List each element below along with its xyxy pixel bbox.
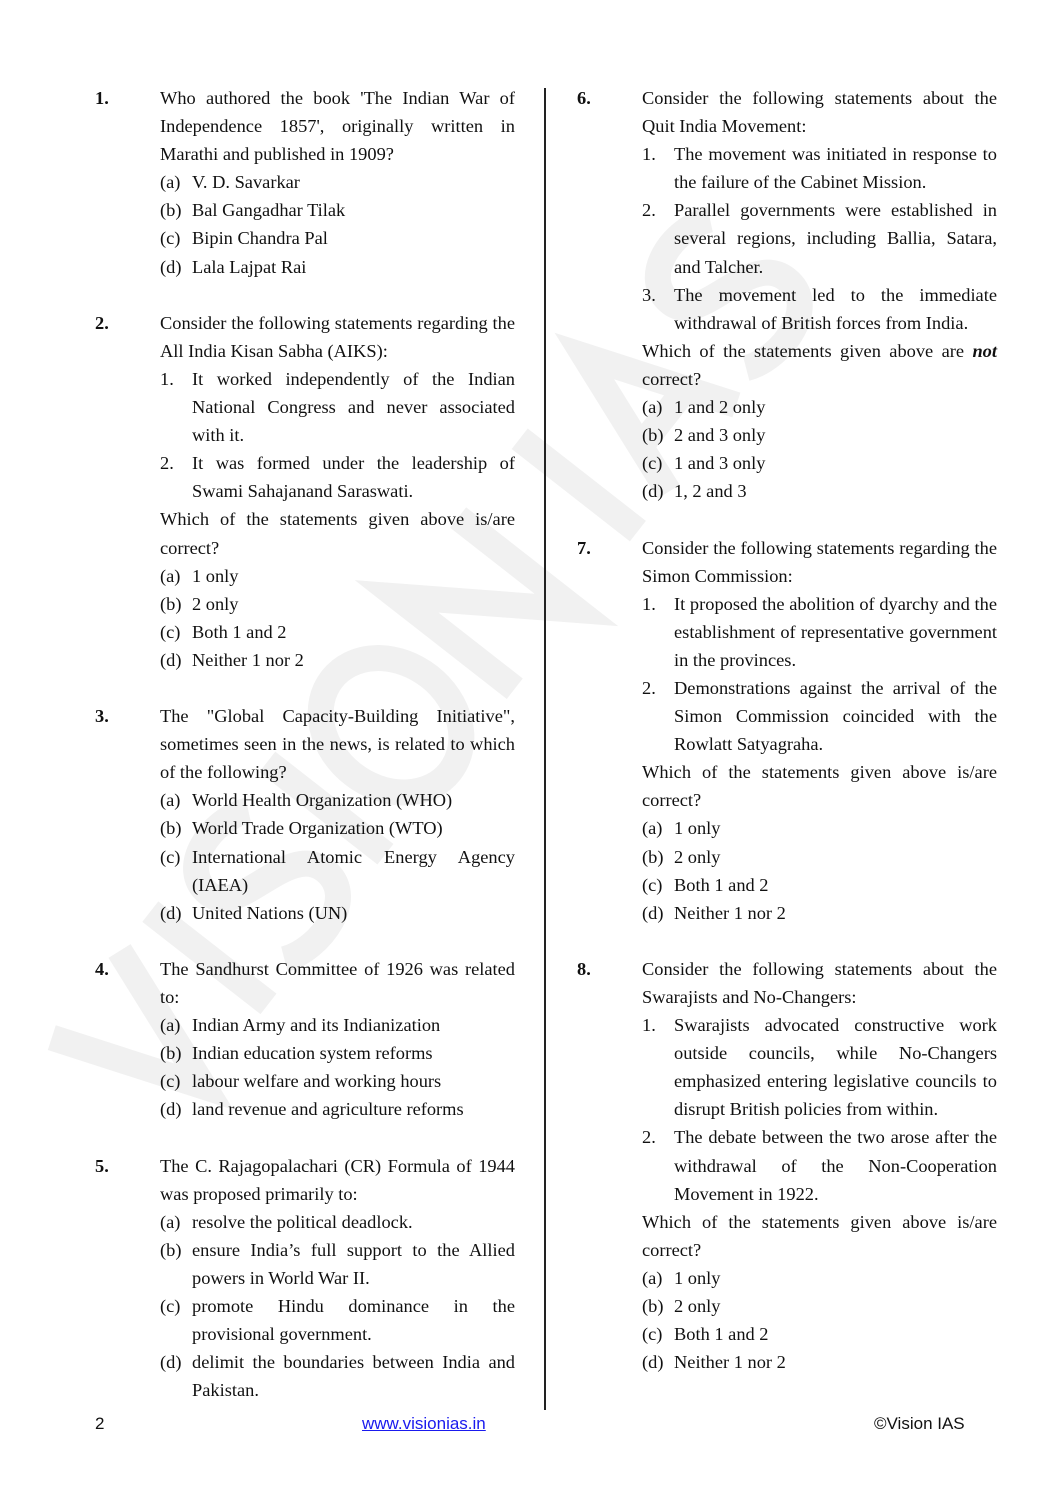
prompt-emphasis: not	[972, 340, 997, 361]
answer-option[interactable]	[642, 421, 997, 449]
answer-option[interactable]	[160, 590, 515, 618]
question-prompt	[642, 758, 997, 814]
answer-option[interactable]	[160, 786, 515, 814]
answer-option[interactable]	[160, 1067, 515, 1095]
question-number: 4.	[95, 958, 109, 979]
question	[95, 702, 515, 927]
answer-option[interactable]	[642, 843, 997, 871]
right-column	[577, 84, 997, 1404]
option-label: (a)	[160, 172, 181, 193]
question-number: 7.	[577, 537, 591, 558]
question	[95, 309, 515, 674]
option-text: ensure India’s full support to the Allied powers in World War II.	[192, 1239, 515, 1288]
statement-number: 1.	[160, 368, 174, 389]
column-divider	[544, 88, 546, 1410]
statement	[642, 590, 997, 674]
option-text: World Health Organization (WHO)	[192, 790, 453, 811]
option-label: (a)	[642, 1267, 663, 1288]
question-number: 1.	[95, 88, 109, 108]
statement-text: Swarajists advocated constructive work outside councils, while No-Changers emphasized entering legislative councils to disrupt British policies from within.	[674, 1015, 997, 1120]
answer-option[interactable]	[642, 393, 997, 421]
answer-option[interactable]	[642, 1264, 997, 1292]
page-number: 2	[95, 1414, 105, 1433]
option-label: (d)	[160, 1352, 182, 1373]
prompt-text: Which of the statements given above are	[642, 340, 973, 361]
option-text: Both 1 and 2	[674, 874, 769, 895]
prompt-text: Which of the statements given above is/are correct?	[160, 509, 515, 558]
option-label: (a)	[160, 790, 181, 811]
answer-option[interactable]	[642, 1292, 997, 1320]
statement-number: 2.	[160, 453, 174, 474]
answer-option[interactable]	[642, 477, 997, 505]
answer-option[interactable]	[160, 224, 515, 252]
question	[95, 84, 515, 281]
question-stem: Consider the following statements about the Swarajists and No-Changers:	[642, 958, 997, 1007]
option-text: 1 and 2 only	[674, 397, 766, 418]
option-label: (c)	[160, 621, 181, 642]
website-link[interactable]: www.visionias.in	[362, 1414, 486, 1433]
option-text: World Trade Organization (WTO)	[192, 818, 443, 839]
answer-option[interactable]	[642, 1320, 997, 1348]
question-stem: The "Global Capacity-Building Initiative", sometimes seen in the news, is related to which of the following?	[160, 706, 515, 783]
answer-option[interactable]	[160, 618, 515, 646]
option-text: 1, 2 and 3	[674, 481, 747, 502]
statement	[642, 196, 997, 280]
question-number: 3.	[95, 706, 109, 727]
statement-number: 1.	[642, 1015, 656, 1036]
option-text: Both 1 and 2	[192, 621, 287, 642]
answer-option[interactable]	[642, 814, 997, 842]
statement	[642, 674, 997, 758]
answer-option[interactable]	[160, 646, 515, 674]
option-label: (c)	[160, 228, 181, 249]
option-label: (b)	[642, 846, 664, 867]
answer-option[interactable]	[160, 562, 515, 590]
option-text: 1 only	[192, 565, 239, 586]
statement-number: 1.	[642, 144, 656, 165]
option-text: Both 1 and 2	[674, 1324, 769, 1345]
option-label: (b)	[160, 593, 182, 614]
question-stem: Consider the following statements about the Quit India Movement:	[642, 88, 997, 137]
answer-option[interactable]	[160, 843, 515, 899]
statement-number: 3.	[642, 284, 656, 305]
option-text: land revenue and agriculture reforms	[192, 1099, 464, 1120]
option-text: 2 only	[674, 846, 721, 867]
option-label: (a)	[160, 1015, 181, 1036]
option-label: (c)	[160, 1296, 181, 1317]
option-label: (b)	[160, 1239, 182, 1260]
answer-option[interactable]	[160, 168, 515, 196]
option-label: (a)	[160, 1211, 181, 1232]
option-label: (a)	[642, 397, 663, 418]
question-stem: Consider the following statements regarding the Simon Commission:	[642, 537, 997, 586]
answer-option[interactable]	[160, 899, 515, 927]
answer-option[interactable]	[160, 1011, 515, 1039]
statement-text: It proposed the abolition of dyarchy and the establishment of representative government in the provinces.	[674, 593, 997, 670]
option-text: V. D. Savarkar	[192, 172, 300, 193]
option-text: Neither 1 nor 2	[674, 902, 786, 923]
option-text: 1 and 3 only	[674, 453, 766, 474]
statement	[642, 281, 997, 337]
statement-text: The debate between the two arose after the withdrawal of the Non-Cooperation Movement in 1922.	[674, 1127, 997, 1204]
statement	[642, 1011, 997, 1123]
copyright: ©Vision IAS	[874, 1414, 965, 1433]
statement	[160, 449, 515, 505]
option-label: (d)	[160, 649, 182, 670]
answer-option[interactable]	[642, 449, 997, 477]
answer-option[interactable]	[160, 1292, 515, 1348]
option-text: International Atomic Energy Agency (IAEA)	[192, 846, 515, 895]
answer-option[interactable]	[160, 1208, 515, 1236]
statement	[642, 140, 997, 196]
option-label: (c)	[160, 846, 181, 867]
option-label: (d)	[642, 1352, 664, 1373]
option-text: 2 only	[192, 593, 239, 614]
option-label: (a)	[642, 818, 663, 839]
option-text: 2 only	[674, 1296, 721, 1317]
answer-option[interactable]	[160, 814, 515, 842]
statement-text: The movement was initiated in response to the failure of the Cabinet Mission.	[674, 144, 997, 193]
question-stem: Consider the following statements regarding the All India Kisan Sabha (AIKS):	[160, 312, 515, 361]
statement-text: It worked independently of the Indian National Congress and never associated with it.	[192, 368, 515, 446]
option-label: (a)	[160, 565, 181, 586]
option-label: (b)	[160, 818, 182, 839]
option-label: (d)	[642, 902, 664, 923]
option-text: Indian Army and its Indianization	[192, 1015, 441, 1036]
option-text: Lala Lajpat Rai	[192, 256, 307, 277]
left-column	[95, 84, 515, 1433]
option-text: Bal Gangadhar Tilak	[192, 200, 346, 221]
statement-text: The movement led to the immediate withdrawal of British forces from India.	[674, 284, 997, 333]
answer-option[interactable]	[160, 1039, 515, 1067]
question-stem: The C. Rajagopalachari (CR) Formula of 1944 was proposed primarily to:	[160, 1155, 515, 1204]
answer-option[interactable]	[642, 1348, 997, 1376]
option-label: (d)	[642, 481, 664, 502]
option-label: (d)	[160, 902, 182, 923]
question-prompt	[642, 337, 997, 393]
prompt-end: correct?	[642, 368, 702, 389]
statement-number: 2.	[642, 1127, 656, 1148]
question-stem: The Sandhurst Committee of 1926 was related to:	[160, 958, 515, 1007]
option-text: labour welfare and working hours	[192, 1071, 442, 1092]
question	[577, 955, 997, 1376]
prompt-text: Which of the statements given above is/are correct?	[642, 762, 997, 811]
question-prompt	[160, 505, 515, 561]
question	[577, 534, 997, 927]
option-text: Neither 1 nor 2	[192, 649, 304, 670]
answer-option[interactable]	[160, 196, 515, 224]
statement-number: 2.	[642, 677, 656, 698]
option-label: (d)	[160, 256, 182, 277]
option-text: promote Hindu dominance in the provisional government.	[192, 1296, 515, 1345]
statement-number: 1.	[642, 593, 656, 614]
answer-option[interactable]	[642, 871, 997, 899]
option-label: (c)	[642, 1324, 663, 1345]
option-text: delimit the boundaries between India and Pakistan.	[192, 1352, 515, 1401]
question-stem: Who authored the book 'The Indian War of Independence 1857', originally written in Marathi and published in 1909?	[160, 88, 515, 165]
question-number: 6.	[577, 88, 591, 108]
statement-text: It was formed under the leadership of Swami Sahajanand Saraswati.	[192, 453, 515, 502]
option-text: 2 and 3 only	[674, 425, 766, 446]
question	[577, 84, 997, 505]
option-text: Indian education system reforms	[192, 1043, 433, 1064]
option-label: (b)	[160, 200, 182, 221]
option-text: Neither 1 nor 2	[674, 1352, 786, 1373]
option-label: (b)	[160, 1043, 182, 1064]
question-prompt	[642, 1208, 997, 1264]
question-number: 8.	[577, 958, 591, 979]
option-label: (b)	[642, 425, 664, 446]
option-text: 1 only	[674, 818, 721, 839]
answer-option[interactable]	[160, 1236, 515, 1292]
option-text: United Nations (UN)	[192, 902, 348, 923]
statement-text: Parallel governments were established in several regions, including Ballia, Satara, and Talcher.	[674, 200, 997, 277]
answer-option[interactable]	[160, 253, 515, 281]
option-label: (c)	[160, 1071, 181, 1092]
question	[95, 955, 515, 1124]
option-label: (b)	[642, 1296, 664, 1317]
statement	[160, 365, 515, 449]
prompt-text: Which of the statements given above is/are correct?	[642, 1211, 997, 1260]
question-number: 5.	[95, 1155, 109, 1176]
question	[95, 1152, 515, 1405]
answer-option[interactable]	[160, 1095, 515, 1123]
option-text: resolve the political deadlock.	[192, 1211, 413, 1232]
option-text: Bipin Chandra Pal	[192, 228, 328, 249]
option-label: (d)	[160, 1099, 182, 1120]
statement	[642, 1123, 997, 1207]
answer-option[interactable]	[642, 899, 997, 927]
option-label: (c)	[642, 453, 663, 474]
statement-text: Demonstrations against the arrival of the Simon Commission coincided with the Rowlatt Satyagraha.	[674, 677, 997, 755]
answer-option[interactable]	[160, 1348, 515, 1404]
option-label: (c)	[642, 874, 663, 895]
question-number: 2.	[95, 312, 109, 333]
option-text: 1 only	[674, 1267, 721, 1288]
statement-number: 2.	[642, 200, 656, 221]
